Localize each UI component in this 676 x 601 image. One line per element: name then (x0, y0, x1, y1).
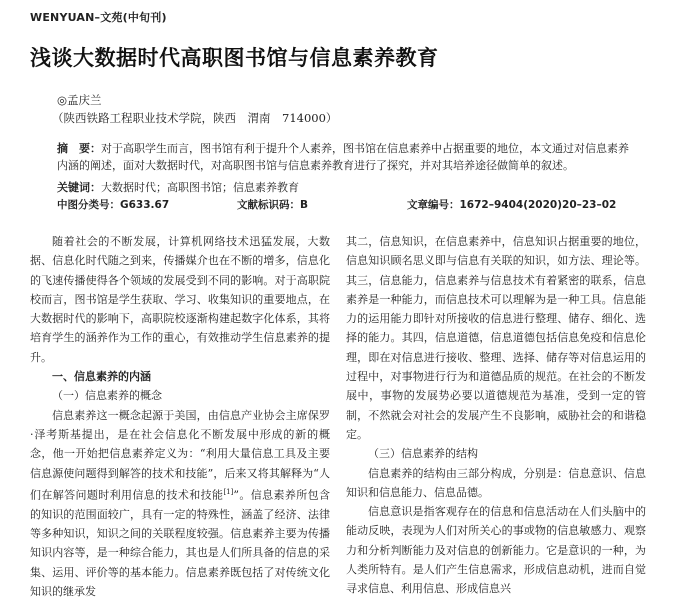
subsection-heading: （三）信息素养的结构 (368, 447, 478, 461)
paragraph: 信息意识是指客观存在的信息和信息活动在人们头脑中的能动反映，表现为人们对所关心的事或物的信息敏感力、观察力和分析判断能力及对信息的创新能力。它是意识的一种，为人类所特有。是人们产生信息需求，形成信息动机，进而自觉寻求信息、利用信息、形成信息兴 (346, 505, 646, 596)
body-column-left (30, 232, 330, 601)
subsection-heading: （一）信息素养的概念 (52, 389, 162, 403)
article-number: 文章编号：1672–9404(2020)20–23–02 (407, 199, 617, 211)
citation-marker[interactable]: [1] (223, 487, 234, 496)
paragraph: 信息素养的结构由三部分构成，分别是：信息意识、信息知识和信息能力、信息品德。 (346, 466, 646, 499)
paragraph-text: ”。信息素养所包含的知识的范围面较广，具有一定的特殊性，涵盖了经济、法律等多种知识，知识之间的关联程度较强。信息素养主要为传播知识内容等，是一种综合能力，其也是人们所具备的信息的采集、运用、评价等的基本能力。信息素养既包括了对传统文化知识的继承发 (30, 488, 331, 598)
paragraph: 其二，信息知识，在信息素养中，信息知识占据重要的地位，信息知识顾名思义即与信息有关联的知识，如方法、理论等。其三，信息能力，信息素养与信息技术有着紧密的联系，信息素养是一种能力，而信息技术可以理解为是一种工具。信息能力的运用能力即针对所接收的信息进行整理、储存、细化、选择的能力。其四，信息道德，信息道德包括信息免疫和信息伦理，即在对信息进行接收、整理、选择、储存等对信息运用的过程中，对事物进行行为和道德品质的规范。在社会的不断发展中，事物的发展势必要以道德规范为基准，受到一定的管制，不然就会对社会的发展产生不良影响，威胁社会的和谐稳定。 (346, 235, 646, 441)
body-column-right (346, 232, 646, 599)
abstract (57, 140, 639, 174)
author: ◎孟庆兰 (57, 93, 102, 107)
affiliation: （陕西铁路工程职业技术学院，陕西 渭南 714000） (52, 111, 338, 125)
article-title: 浅谈大数据时代高职图书馆与信息素养教育 (30, 46, 439, 70)
article-meta (57, 197, 639, 213)
paragraph: 随着社会的不断发展，计算机网络技术迅猛发展，大数据、信息化时代随之到来，传播媒介也在不断的增多，信息化的飞速传播使得各个领域的发展受到不同的影响。对于高职院校而言，图书馆是学生获取、学习、收集知识的重要地点，在大数据时代的影响下，高职院校逐渐构建起数字化体系，其将培育学生的涵养作为工作的重心，有效推动学生信息素养的提升。 (30, 235, 330, 364)
document-code: 文献标识码：B (237, 199, 309, 211)
keywords (57, 179, 299, 195)
paragraph-text: 信息素养这一概念起源于美国，由信息产业协会主席保罗·泽考斯基提出，是在社会信息化不断发展中形成的新的概念，他一开始把信息素养定义为：“利用大量信息工具及主要信息源使问题得到解答的技术和技能”，后来又将其解释为“人们在解答问题时利用信息的技术和技能 (30, 408, 330, 502)
keywords-text: 大数据时代；高职图书馆；信息素养教育 (101, 181, 299, 194)
abstract-text: 对于高职学生而言，图书馆有利于提升个人素养，图书馆在信息素养中占据重要的地位，本文通过对信息素养内涵的阐述，面对大数据时代，对高职图书馆与信息素养教育进行了探究，并对其培养途径做简单的叙述。 (57, 142, 629, 172)
section-heading: 一、信息素养的内涵 (52, 370, 151, 384)
clc-number: 中图分类号：G633.67 (57, 199, 170, 211)
paragraph (30, 406, 330, 601)
journal-header: WENYUAN–文苑(中旬刊) (30, 11, 167, 24)
abstract-label: 摘 要： (57, 142, 101, 155)
keywords-label: 关键词： (57, 181, 101, 194)
